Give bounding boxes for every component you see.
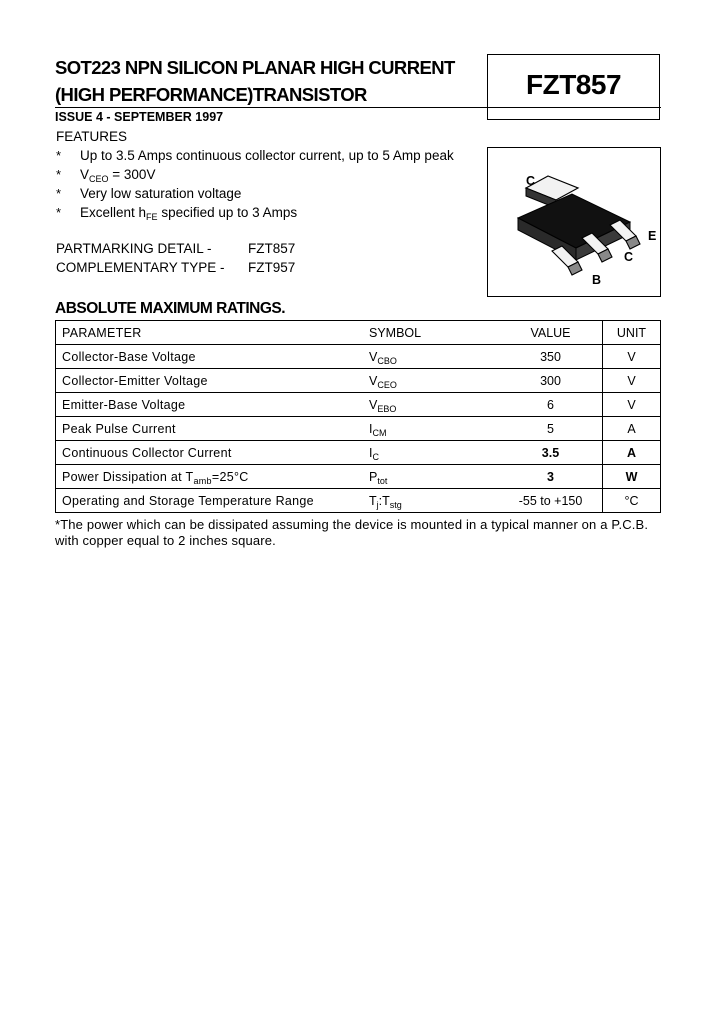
- row-unit: A: [603, 441, 661, 465]
- pin-label-c-right: C: [624, 250, 634, 264]
- feature-bullet: *: [56, 186, 62, 201]
- feature-bullet: *: [56, 205, 62, 220]
- table-row: [56, 393, 661, 417]
- row-value: 350: [499, 345, 603, 369]
- row-unit: °C: [624, 493, 639, 508]
- table-row: [56, 345, 661, 369]
- partmarking-value: FZT857: [248, 241, 296, 256]
- table-header-row: [56, 321, 661, 345]
- row-value: 6: [499, 393, 603, 417]
- feature-bullet: *: [56, 167, 62, 182]
- row-parameter: Operating and Storage Temperature Range: [62, 493, 314, 508]
- row-value: 300: [499, 369, 603, 393]
- table-row: [56, 465, 661, 489]
- feature-item-vceo: [80, 167, 155, 182]
- feature-bullet: *: [56, 148, 62, 163]
- feature-vceo-symbol: V: [80, 167, 90, 182]
- row-parameter: Collector-Base Voltage: [56, 345, 362, 369]
- table-row: [56, 369, 661, 393]
- row-unit: V: [603, 369, 661, 393]
- sot223-package-icon: [488, 148, 660, 296]
- part-number-box: [487, 54, 660, 120]
- row-symbol: $V_{EBO}$: [361, 393, 499, 417]
- row-value: 3.5: [499, 441, 603, 465]
- row-value: 5: [499, 417, 603, 441]
- row-unit: V: [603, 345, 661, 369]
- header-symbol: SYMBOL: [361, 321, 499, 345]
- ratings-heading: ABSOLUTE MAXIMUM RATINGS.: [55, 300, 286, 317]
- row-symbol: $I_{CM}$: [361, 417, 499, 441]
- row-symbol: $I_C$: [361, 441, 499, 465]
- row-value: -55 to +150: [499, 489, 603, 513]
- row-symbol: $P_{tot}$: [361, 465, 499, 489]
- feature-hfe-pre: Excellent h: [80, 205, 147, 220]
- title-line-1: SOT223 NPN SILICON PLANAR HIGH CURRENT: [55, 57, 455, 78]
- row-parameter: Peak Pulse Current: [56, 417, 362, 441]
- feature-hfe-post: specified up to 3 Amps: [157, 205, 298, 220]
- row-parameter: Emitter-Base Voltage: [56, 393, 362, 417]
- table-row: [56, 489, 661, 513]
- row-unit: W: [603, 465, 661, 489]
- pin-label-c-top: C: [526, 174, 536, 188]
- row-unit: A: [603, 417, 661, 441]
- row-symbol: $T_j:T_{stg}$: [369, 493, 402, 510]
- feature-item-current: Up to 3.5 Amps continuous collector current, up to 5 Amp peak: [80, 148, 454, 163]
- title-line-2: (HIGH PERFORMANCE)TRANSISTOR: [55, 84, 367, 105]
- table-row: [56, 417, 661, 441]
- row-parameter: Power Dissipation at $T_{amb}=25^\circ C$: [56, 465, 362, 489]
- feature-hfe-subscript: FE: [146, 212, 158, 222]
- issue-line: ISSUE 4 - SEPTEMBER 1997: [55, 110, 224, 124]
- feature-item-saturation: Very low saturation voltage: [80, 186, 242, 201]
- table-row: [56, 441, 661, 465]
- features-heading: FEATURES: [56, 129, 128, 144]
- header-parameter: PARAMETER: [56, 321, 362, 345]
- pin-label-b: B: [592, 273, 602, 287]
- ratings-table: [55, 320, 661, 513]
- row-parameter: Collector-Emitter Voltage: [56, 369, 362, 393]
- feature-vceo-subscript: CEO: [89, 174, 109, 184]
- package-diagram: [487, 147, 661, 297]
- header-unit: UNIT: [603, 321, 661, 345]
- row-symbol: $V_{CBO}$: [361, 345, 499, 369]
- feature-vceo-value: = 300V: [108, 167, 156, 182]
- feature-item-hfe: [80, 205, 297, 220]
- complementary-value: FZT957: [248, 260, 296, 275]
- row-value: 3: [499, 465, 603, 489]
- complementary-label: COMPLEMENTARY TYPE -: [56, 260, 225, 275]
- row-parameter: Continuous Collector Current: [56, 441, 362, 465]
- pin-label-e: E: [648, 229, 657, 243]
- part-number: FZT857: [525, 69, 622, 100]
- row-unit: V: [603, 393, 661, 417]
- footnote: *The power which can be dissipated assuming the device is mounted in a typical manner on a P.C.B. with copper equal to 2 inches square.: [55, 517, 649, 548]
- header-value: VALUE: [499, 321, 603, 345]
- partmarking-label: PARTMARKING DETAIL -: [56, 241, 212, 256]
- row-symbol: $V_{CEO}$: [361, 369, 499, 393]
- title-divider: [55, 107, 661, 108]
